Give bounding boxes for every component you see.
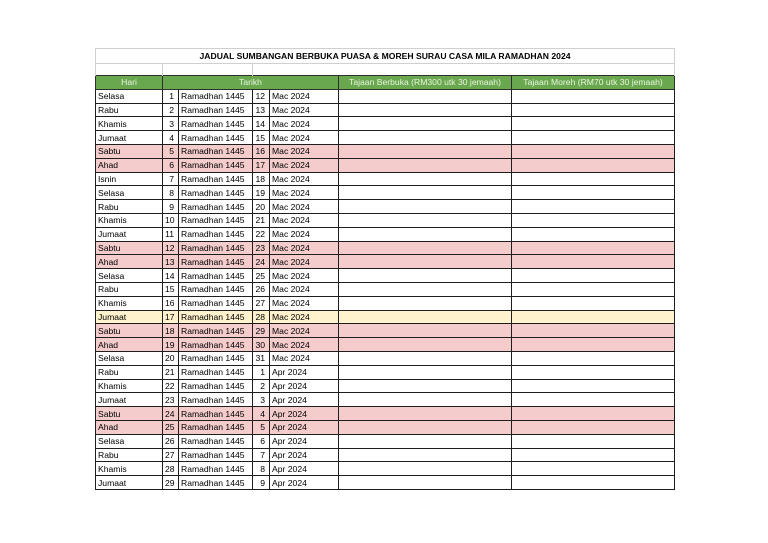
ramadhan-label-cell[interactable]: Ramadhan 1445	[179, 269, 253, 283]
hari-cell[interactable]: Ahad	[96, 338, 163, 352]
ramadhan-day-cell[interactable]: 23	[163, 393, 179, 407]
tajaan-moreh-cell[interactable]	[512, 393, 675, 407]
date-month-cell[interactable]: Mac 2024	[270, 117, 339, 131]
title-row	[96, 49, 675, 64]
tajaan-moreh-cell[interactable]	[512, 420, 675, 434]
ramadhan-label-cell[interactable]: Ramadhan 1445	[179, 158, 253, 172]
hari-cell[interactable]: Khamis	[96, 117, 163, 131]
header-tarikh[interactable]: Tarikh	[163, 76, 339, 90]
table-row	[96, 324, 675, 338]
ramadhan-day-cell[interactable]: 19	[163, 338, 179, 352]
ramadhan-day-cell[interactable]: 28	[163, 462, 179, 476]
date-month-cell[interactable]: Mac 2024	[270, 351, 339, 365]
ramadhan-label-cell[interactable]: Ramadhan 1445	[179, 407, 253, 421]
hari-cell[interactable]: Selasa	[96, 434, 163, 448]
table-row	[96, 476, 675, 490]
table-row	[96, 310, 675, 324]
ramadhan-label-cell[interactable]: Ramadhan 1445	[179, 324, 253, 338]
hari-cell[interactable]: Rabu	[96, 448, 163, 462]
ramadhan-day-cell[interactable]: 5	[163, 144, 179, 158]
tajaan-berbuka-cell[interactable]	[339, 351, 512, 365]
sheet-title: JADUAL SUMBANGAN BERBUKA PUASA & MOREH SURAU CASA MILA RAMADHAN 2024	[96, 49, 675, 64]
ramadhan-label-cell[interactable]: Ramadhan 1445	[179, 241, 253, 255]
hari-cell[interactable]: Selasa	[96, 269, 163, 283]
date-month-cell[interactable]: Apr 2024	[270, 476, 339, 490]
date-month-cell[interactable]: Apr 2024	[270, 448, 339, 462]
date-month-cell[interactable]: Mac 2024	[270, 282, 339, 296]
hari-cell[interactable]: Sabtu	[96, 241, 163, 255]
date-day-cell[interactable]: 12	[253, 89, 270, 103]
table-row	[96, 351, 675, 365]
ramadhan-day-cell[interactable]: 16	[163, 296, 179, 310]
date-month-cell[interactable]: Mac 2024	[270, 144, 339, 158]
date-day-cell[interactable]: 7	[253, 448, 270, 462]
tajaan-berbuka-cell[interactable]	[339, 365, 512, 379]
hari-cell[interactable]: Sabtu	[96, 407, 163, 421]
hari-cell[interactable]: Khamis	[96, 462, 163, 476]
ramadhan-day-cell[interactable]: 6	[163, 158, 179, 172]
blank-cell[interactable]	[253, 64, 675, 76]
ramadhan-day-cell[interactable]: 26	[163, 434, 179, 448]
table-row	[96, 379, 675, 393]
tajaan-moreh-cell[interactable]	[512, 365, 675, 379]
hari-cell[interactable]: Khamis	[96, 379, 163, 393]
tajaan-moreh-cell[interactable]	[512, 158, 675, 172]
ramadhan-day-cell[interactable]: 27	[163, 448, 179, 462]
ramadhan-day-cell[interactable]: 17	[163, 310, 179, 324]
table-row	[96, 338, 675, 352]
tajaan-moreh-cell[interactable]	[512, 172, 675, 186]
tajaan-berbuka-cell[interactable]	[339, 407, 512, 421]
date-day-cell[interactable]: 21	[253, 213, 270, 227]
date-month-cell[interactable]: Mac 2024	[270, 310, 339, 324]
tajaan-berbuka-cell[interactable]	[339, 255, 512, 269]
ramadhan-day-cell[interactable]: 15	[163, 282, 179, 296]
ramadhan-label-cell[interactable]: Ramadhan 1445	[179, 117, 253, 131]
date-month-cell[interactable]: Apr 2024	[270, 434, 339, 448]
date-day-cell[interactable]: 16	[253, 144, 270, 158]
tajaan-moreh-cell[interactable]	[512, 186, 675, 200]
hari-cell[interactable]: Jumaat	[96, 131, 163, 145]
tajaan-moreh-cell[interactable]	[512, 255, 675, 269]
table-row	[96, 172, 675, 186]
table-row	[96, 103, 675, 117]
hari-cell[interactable]: Selasa	[96, 89, 163, 103]
ramadhan-day-cell[interactable]: 24	[163, 407, 179, 421]
ramadhan-label-cell[interactable]: Ramadhan 1445	[179, 351, 253, 365]
ramadhan-day-cell[interactable]: 3	[163, 117, 179, 131]
date-day-cell[interactable]: 15	[253, 131, 270, 145]
tajaan-moreh-cell[interactable]	[512, 324, 675, 338]
ramadhan-day-cell[interactable]: 12	[163, 241, 179, 255]
table-row	[96, 393, 675, 407]
hari-cell[interactable]: Jumaat	[96, 476, 163, 490]
hari-cell[interactable]: Rabu	[96, 282, 163, 296]
tajaan-moreh-cell[interactable]	[512, 269, 675, 283]
tajaan-moreh-cell[interactable]	[512, 338, 675, 352]
ramadhan-label-cell[interactable]: Ramadhan 1445	[179, 462, 253, 476]
date-day-cell[interactable]: 17	[253, 158, 270, 172]
date-day-cell[interactable]: 18	[253, 172, 270, 186]
table-row	[96, 241, 675, 255]
tajaan-moreh-cell[interactable]	[512, 227, 675, 241]
date-month-cell[interactable]: Apr 2024	[270, 462, 339, 476]
date-day-cell[interactable]: 9	[253, 476, 270, 490]
tajaan-moreh-cell[interactable]	[512, 434, 675, 448]
table-row	[96, 296, 675, 310]
date-month-cell[interactable]: Mac 2024	[270, 269, 339, 283]
tajaan-moreh-cell[interactable]	[512, 89, 675, 103]
table-row	[96, 200, 675, 214]
date-day-cell[interactable]: 6	[253, 434, 270, 448]
hari-cell[interactable]: Selasa	[96, 186, 163, 200]
table-row	[96, 89, 675, 103]
tajaan-berbuka-cell[interactable]	[339, 213, 512, 227]
hari-cell[interactable]: Sabtu	[96, 324, 163, 338]
tajaan-moreh-cell[interactable]	[512, 462, 675, 476]
tajaan-moreh-cell[interactable]	[512, 310, 675, 324]
tajaan-berbuka-cell[interactable]	[339, 117, 512, 131]
date-day-cell[interactable]: 26	[253, 282, 270, 296]
ramadhan-day-cell[interactable]: 21	[163, 365, 179, 379]
ramadhan-label-cell[interactable]: Ramadhan 1445	[179, 476, 253, 490]
date-day-cell[interactable]: 2	[253, 379, 270, 393]
ramadhan-label-cell[interactable]: Ramadhan 1445	[179, 310, 253, 324]
table-row	[96, 213, 675, 227]
ramadhan-label-cell[interactable]: Ramadhan 1445	[179, 227, 253, 241]
date-day-cell[interactable]: 1	[253, 365, 270, 379]
tajaan-moreh-cell[interactable]	[512, 200, 675, 214]
table-row	[96, 407, 675, 421]
table-row	[96, 158, 675, 172]
table-row	[96, 131, 675, 145]
date-month-cell[interactable]: Mac 2024	[270, 186, 339, 200]
date-day-cell[interactable]: 23	[253, 241, 270, 255]
hari-cell[interactable]: Jumaat	[96, 393, 163, 407]
date-month-cell[interactable]: Apr 2024	[270, 379, 339, 393]
spreadsheet	[95, 48, 674, 490]
table-row	[96, 420, 675, 434]
hari-cell[interactable]: Rabu	[96, 365, 163, 379]
ramadhan-label-cell[interactable]: Ramadhan 1445	[179, 131, 253, 145]
tajaan-moreh-cell[interactable]	[512, 282, 675, 296]
ramadhan-day-cell[interactable]: 2	[163, 103, 179, 117]
date-day-cell[interactable]: 25	[253, 269, 270, 283]
ramadhan-day-cell[interactable]: 4	[163, 131, 179, 145]
tajaan-moreh-cell[interactable]	[512, 379, 675, 393]
date-day-cell[interactable]: 19	[253, 186, 270, 200]
table-row	[96, 434, 675, 448]
tajaan-berbuka-cell[interactable]	[339, 103, 512, 117]
ramadhan-label-cell[interactable]: Ramadhan 1445	[179, 365, 253, 379]
table-row	[96, 365, 675, 379]
date-day-cell[interactable]: 22	[253, 227, 270, 241]
tajaan-berbuka-cell[interactable]	[339, 282, 512, 296]
ramadhan-day-cell[interactable]: 9	[163, 200, 179, 214]
schedule-table	[95, 48, 675, 490]
table-row	[96, 448, 675, 462]
header-hari[interactable]: Hari	[96, 76, 163, 90]
table-row	[96, 462, 675, 476]
hari-cell[interactable]: Ahad	[96, 255, 163, 269]
hari-cell[interactable]: Rabu	[96, 103, 163, 117]
hari-cell[interactable]: Selasa	[96, 351, 163, 365]
tajaan-moreh-cell[interactable]	[512, 131, 675, 145]
ramadhan-day-cell[interactable]: 13	[163, 255, 179, 269]
ramadhan-label-cell[interactable]: Ramadhan 1445	[179, 379, 253, 393]
tajaan-berbuka-cell[interactable]	[339, 393, 512, 407]
tajaan-moreh-cell[interactable]	[512, 117, 675, 131]
date-month-cell[interactable]: Apr 2024	[270, 420, 339, 434]
table-row	[96, 186, 675, 200]
tajaan-berbuka-cell[interactable]	[339, 462, 512, 476]
tajaan-berbuka-cell[interactable]	[339, 200, 512, 214]
ramadhan-label-cell[interactable]: Ramadhan 1445	[179, 144, 253, 158]
tajaan-berbuka-cell[interactable]	[339, 434, 512, 448]
hari-cell[interactable]: Sabtu	[96, 144, 163, 158]
date-day-cell[interactable]: 27	[253, 296, 270, 310]
date-day-cell[interactable]: 3	[253, 393, 270, 407]
date-day-cell[interactable]: 29	[253, 324, 270, 338]
hari-cell[interactable]: Khamis	[96, 213, 163, 227]
tajaan-berbuka-cell[interactable]	[339, 420, 512, 434]
date-month-cell[interactable]: Mac 2024	[270, 89, 339, 103]
date-month-cell[interactable]: Mac 2024	[270, 296, 339, 310]
ramadhan-label-cell[interactable]: Ramadhan 1445	[179, 296, 253, 310]
ramadhan-label-cell[interactable]: Ramadhan 1445	[179, 393, 253, 407]
tajaan-moreh-cell[interactable]	[512, 476, 675, 490]
tajaan-moreh-cell[interactable]	[512, 213, 675, 227]
tajaan-moreh-cell[interactable]	[512, 448, 675, 462]
tajaan-berbuka-cell[interactable]	[339, 227, 512, 241]
ramadhan-day-cell[interactable]: 1	[163, 89, 179, 103]
ramadhan-day-cell[interactable]: 22	[163, 379, 179, 393]
table-row	[96, 227, 675, 241]
tajaan-berbuka-cell[interactable]	[339, 379, 512, 393]
hari-cell[interactable]: Jumaat	[96, 227, 163, 241]
ramadhan-label-cell[interactable]: Ramadhan 1445	[179, 186, 253, 200]
tajaan-moreh-cell[interactable]	[512, 144, 675, 158]
ramadhan-label-cell[interactable]: Ramadhan 1445	[179, 255, 253, 269]
tajaan-berbuka-cell[interactable]	[339, 144, 512, 158]
tajaan-berbuka-cell[interactable]	[339, 338, 512, 352]
date-month-cell[interactable]: Mac 2024	[270, 172, 339, 186]
tajaan-berbuka-cell[interactable]	[339, 324, 512, 338]
date-day-cell[interactable]: 24	[253, 255, 270, 269]
ramadhan-label-cell[interactable]: Ramadhan 1445	[179, 89, 253, 103]
date-month-cell[interactable]: Mac 2024	[270, 324, 339, 338]
blank-cell[interactable]	[96, 64, 163, 76]
blank-row	[96, 64, 675, 76]
tajaan-moreh-cell[interactable]	[512, 103, 675, 117]
date-month-cell[interactable]: Apr 2024	[270, 407, 339, 421]
date-day-cell[interactable]: 28	[253, 310, 270, 324]
header-tajaan-moreh[interactable]: Tajaan Moreh (RM70 utk 30 jemaah)	[512, 76, 675, 90]
date-month-cell[interactable]: Mac 2024	[270, 103, 339, 117]
tajaan-berbuka-cell[interactable]	[339, 476, 512, 490]
ramadhan-label-cell[interactable]: Ramadhan 1445	[179, 213, 253, 227]
ramadhan-day-cell[interactable]: 20	[163, 351, 179, 365]
tajaan-berbuka-cell[interactable]	[339, 448, 512, 462]
ramadhan-day-cell[interactable]: 14	[163, 269, 179, 283]
table-row	[96, 117, 675, 131]
tajaan-berbuka-cell[interactable]	[339, 296, 512, 310]
ramadhan-day-cell[interactable]: 25	[163, 420, 179, 434]
table-row	[96, 255, 675, 269]
date-day-cell[interactable]: 30	[253, 338, 270, 352]
date-day-cell[interactable]: 20	[253, 200, 270, 214]
tajaan-berbuka-cell[interactable]	[339, 241, 512, 255]
ramadhan-day-cell[interactable]: 10	[163, 213, 179, 227]
tajaan-moreh-cell[interactable]	[512, 296, 675, 310]
hari-cell[interactable]: Ahad	[96, 158, 163, 172]
date-month-cell[interactable]: Mac 2024	[270, 200, 339, 214]
date-day-cell[interactable]: 14	[253, 117, 270, 131]
header-row	[96, 76, 675, 90]
ramadhan-label-cell[interactable]: Ramadhan 1445	[179, 103, 253, 117]
date-day-cell[interactable]: 5	[253, 420, 270, 434]
blank-cell[interactable]	[163, 64, 253, 76]
ramadhan-label-cell[interactable]: Ramadhan 1445	[179, 434, 253, 448]
date-day-cell[interactable]: 13	[253, 103, 270, 117]
ramadhan-day-cell[interactable]: 11	[163, 227, 179, 241]
date-month-cell[interactable]: Apr 2024	[270, 393, 339, 407]
date-month-cell[interactable]: Mac 2024	[270, 255, 339, 269]
ramadhan-label-cell[interactable]: Ramadhan 1445	[179, 172, 253, 186]
ramadhan-label-cell[interactable]: Ramadhan 1445	[179, 200, 253, 214]
hari-cell[interactable]: Jumaat	[96, 310, 163, 324]
tajaan-moreh-cell[interactable]	[512, 407, 675, 421]
date-month-cell[interactable]: Mac 2024	[270, 158, 339, 172]
tajaan-moreh-cell[interactable]	[512, 241, 675, 255]
tajaan-berbuka-cell[interactable]	[339, 310, 512, 324]
ramadhan-label-cell[interactable]: Ramadhan 1445	[179, 282, 253, 296]
ramadhan-label-cell[interactable]: Ramadhan 1445	[179, 448, 253, 462]
ramadhan-label-cell[interactable]: Ramadhan 1445	[179, 420, 253, 434]
ramadhan-day-cell[interactable]: 8	[163, 186, 179, 200]
tajaan-berbuka-cell[interactable]	[339, 172, 512, 186]
ramadhan-label-cell[interactable]: Ramadhan 1445	[179, 338, 253, 352]
date-month-cell[interactable]: Mac 2024	[270, 213, 339, 227]
ramadhan-day-cell[interactable]: 18	[163, 324, 179, 338]
date-month-cell[interactable]: Apr 2024	[270, 365, 339, 379]
date-month-cell[interactable]: Mac 2024	[270, 338, 339, 352]
hari-cell[interactable]: Khamis	[96, 296, 163, 310]
table-row	[96, 144, 675, 158]
hari-cell[interactable]: Isnin	[96, 172, 163, 186]
tajaan-berbuka-cell[interactable]	[339, 131, 512, 145]
hari-cell[interactable]: Rabu	[96, 200, 163, 214]
tajaan-berbuka-cell[interactable]	[339, 89, 512, 103]
table-row	[96, 282, 675, 296]
table-row	[96, 269, 675, 283]
header-tajaan-berbuka[interactable]: Tajaan Berbuka (RM300 utk 30 jemaah)	[339, 76, 512, 90]
date-day-cell[interactable]: 8	[253, 462, 270, 476]
tajaan-berbuka-cell[interactable]	[339, 269, 512, 283]
tajaan-berbuka-cell[interactable]	[339, 186, 512, 200]
date-month-cell[interactable]: Mac 2024	[270, 131, 339, 145]
date-month-cell[interactable]: Mac 2024	[270, 227, 339, 241]
tajaan-berbuka-cell[interactable]	[339, 158, 512, 172]
hari-cell[interactable]: Ahad	[96, 420, 163, 434]
date-month-cell[interactable]: Mac 2024	[270, 241, 339, 255]
tajaan-moreh-cell[interactable]	[512, 351, 675, 365]
ramadhan-day-cell[interactable]: 29	[163, 476, 179, 490]
date-day-cell[interactable]: 31	[253, 351, 270, 365]
date-day-cell[interactable]: 4	[253, 407, 270, 421]
ramadhan-day-cell[interactable]: 7	[163, 172, 179, 186]
